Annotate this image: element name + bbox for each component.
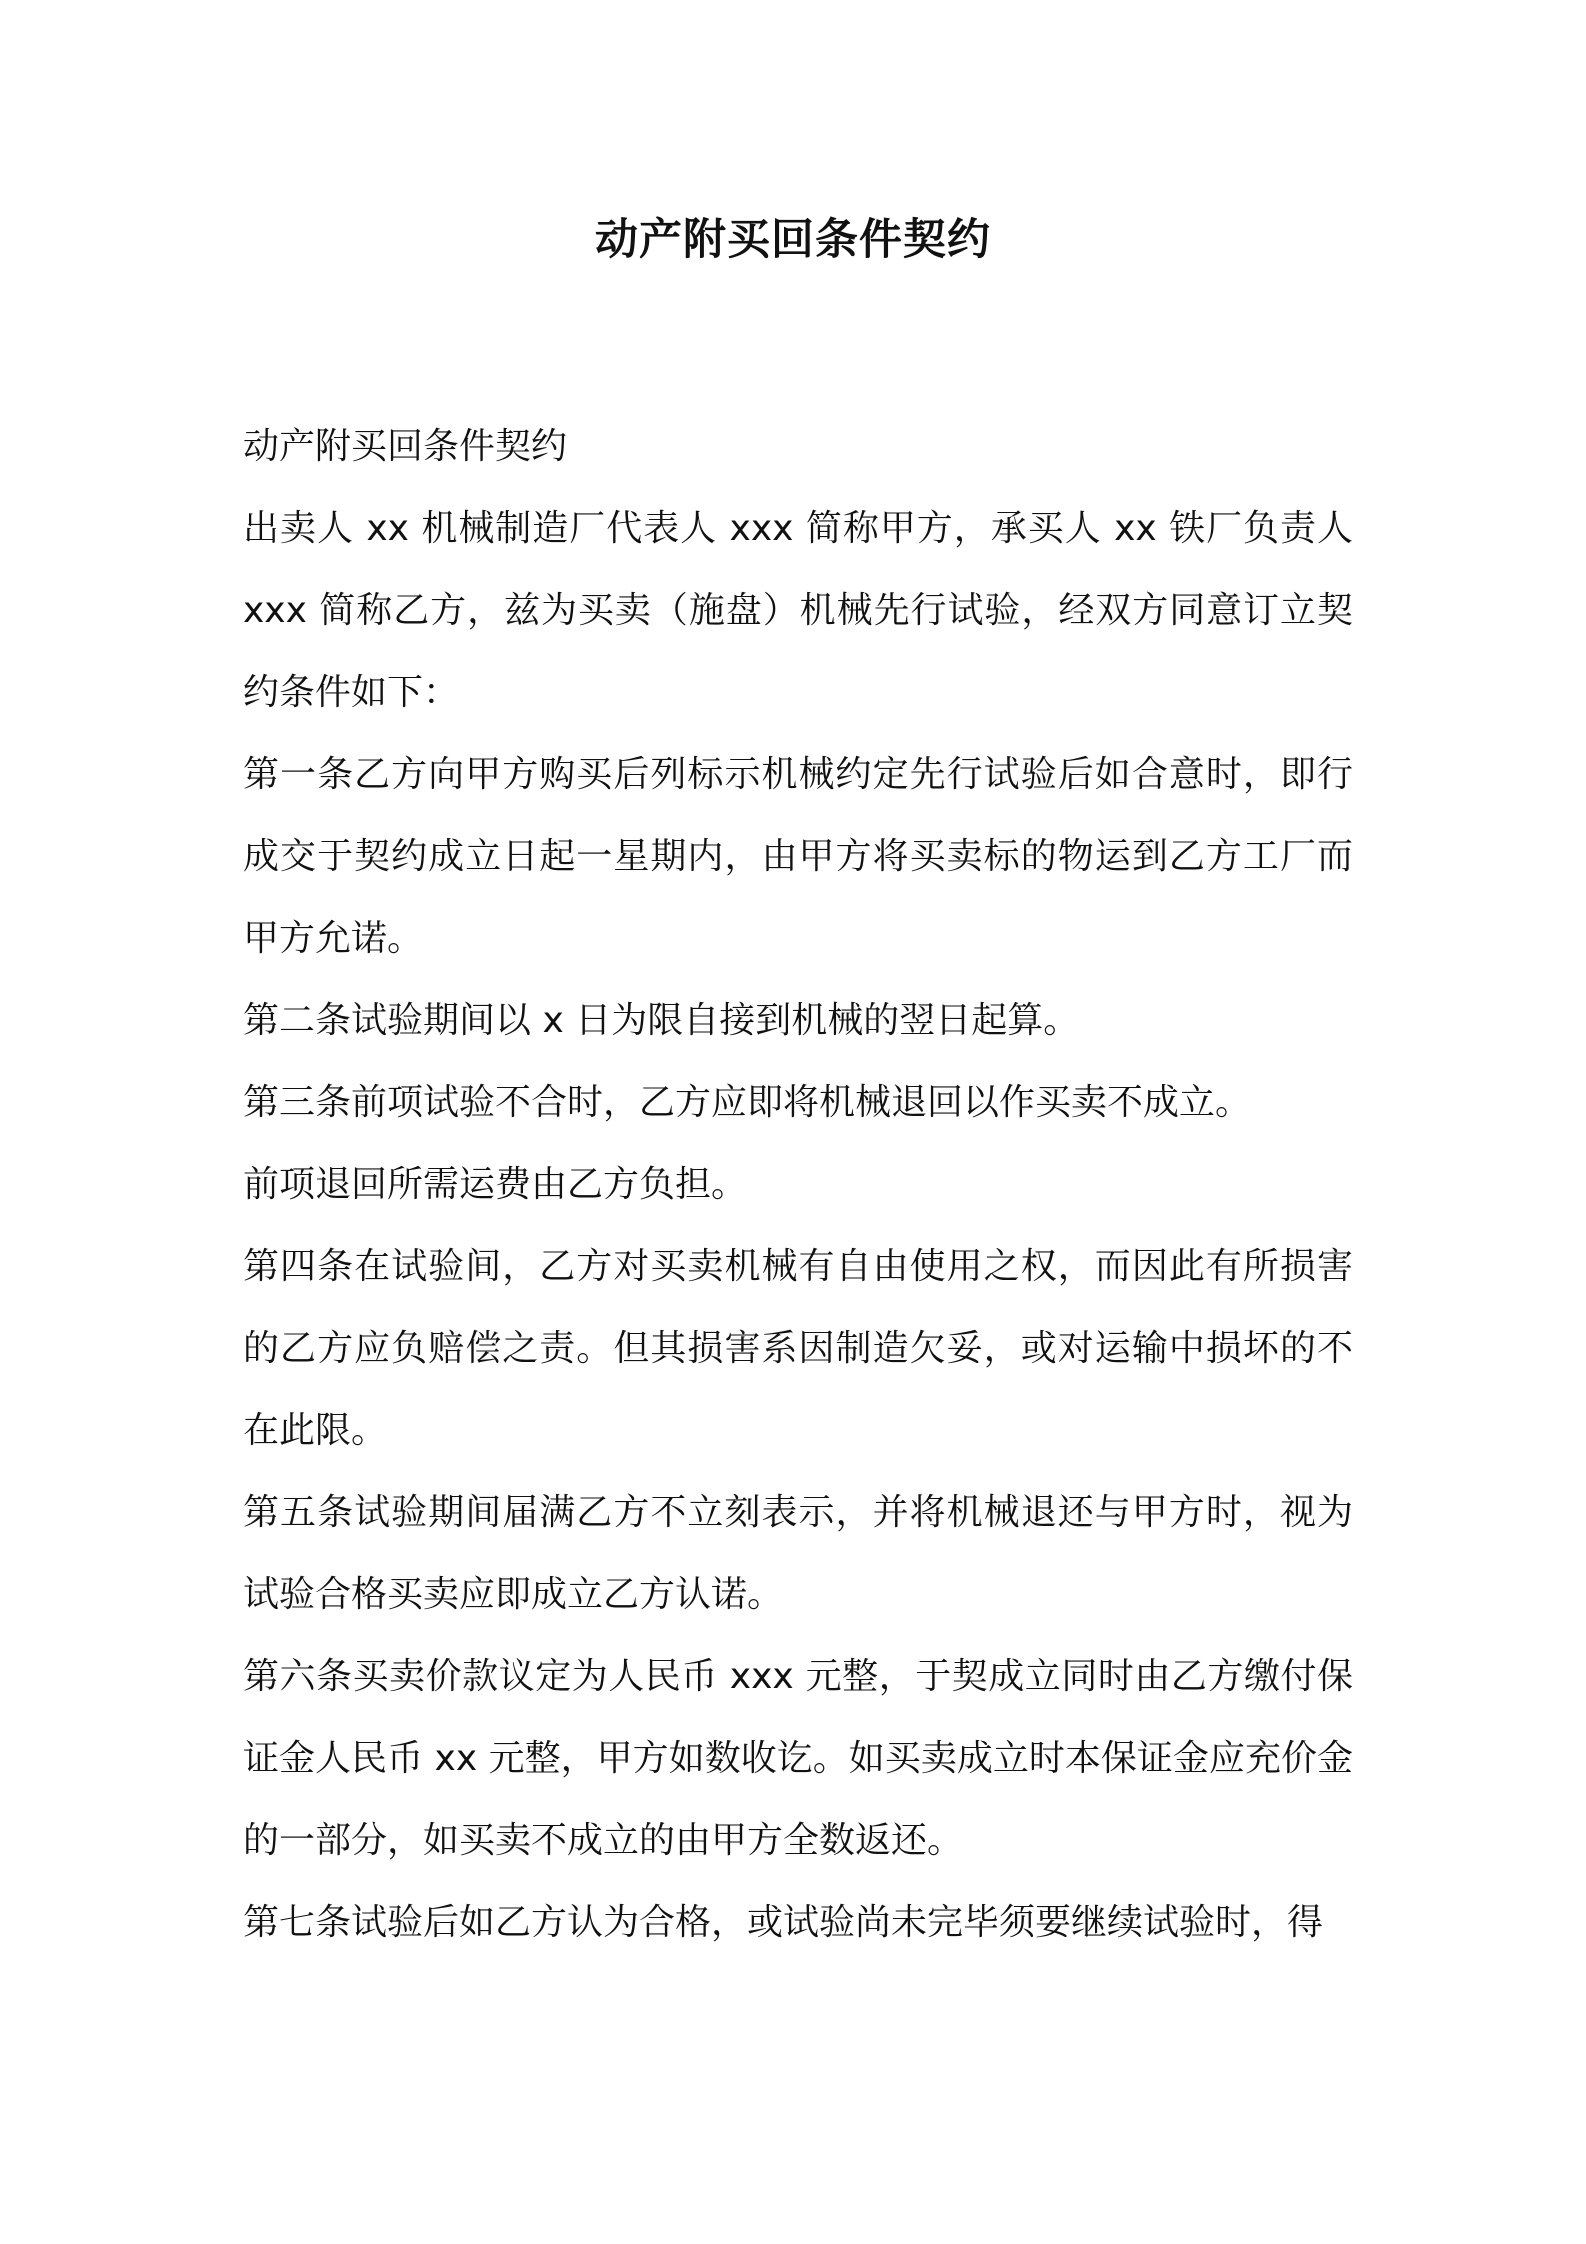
document-body (243, 406, 1353, 1964)
paragraph-article-2: 第二条试验期间以 x 日为限自接到机械的翌日起算。 (243, 1000, 1080, 1041)
paragraph-parties: 出卖人 xx 机械制造厂代表人 xxx 简称甲方，承买人 xx 铁厂负责人 xxx 简称乙方，兹为买卖（施盘）机械先行试验，经双方同意订立契约条件如下： (243, 508, 1353, 713)
document-title: 动产附买回条件契约 (595, 215, 991, 265)
paragraph-article-4: 第四条在试验间，乙方对买卖机械有自由使用之权，而因此有所损害的乙方应负赔偿之责。但其损害系因制造欠妥，或对运输中损坏的不在此限。 (243, 1246, 1353, 1451)
paragraph-article-3: 第三条前项试验不合时，乙方应即将机械退回以作买卖不成立。 (243, 1082, 1252, 1123)
paragraph-article-6: 第六条买卖价款议定为人民币 xxx 元整，于契成立同时由乙方缴付保证金人民币 xx 元整，甲方如数收讫。如买卖成立时本保证金应充价金的一部分，如买卖不成立的由甲方全数返还。 (243, 1656, 1353, 1861)
paragraph-article-7: 第七条试验后如乙方认为合格，或试验尚未完毕须要继续试验时，得 (243, 1902, 1324, 1943)
paragraph-article-3-note: 前项退回所需运费由乙方负担。 (243, 1164, 748, 1205)
paragraph-subtitle: 动产附买回条件契约 (243, 426, 568, 467)
paragraph-article-5: 第五条试验期间届满乙方不立刻表示，并将机械退还与甲方时，视为试验合格买卖应即成立乙方认诺。 (243, 1492, 1353, 1615)
paragraph-article-1: 第一条乙方向甲方购买后列标示机械约定先行试验后如合意时，即行成交于契约成立日起一星期内，由甲方将买卖标的物运到乙方工厂而甲方允诺。 (243, 754, 1353, 959)
